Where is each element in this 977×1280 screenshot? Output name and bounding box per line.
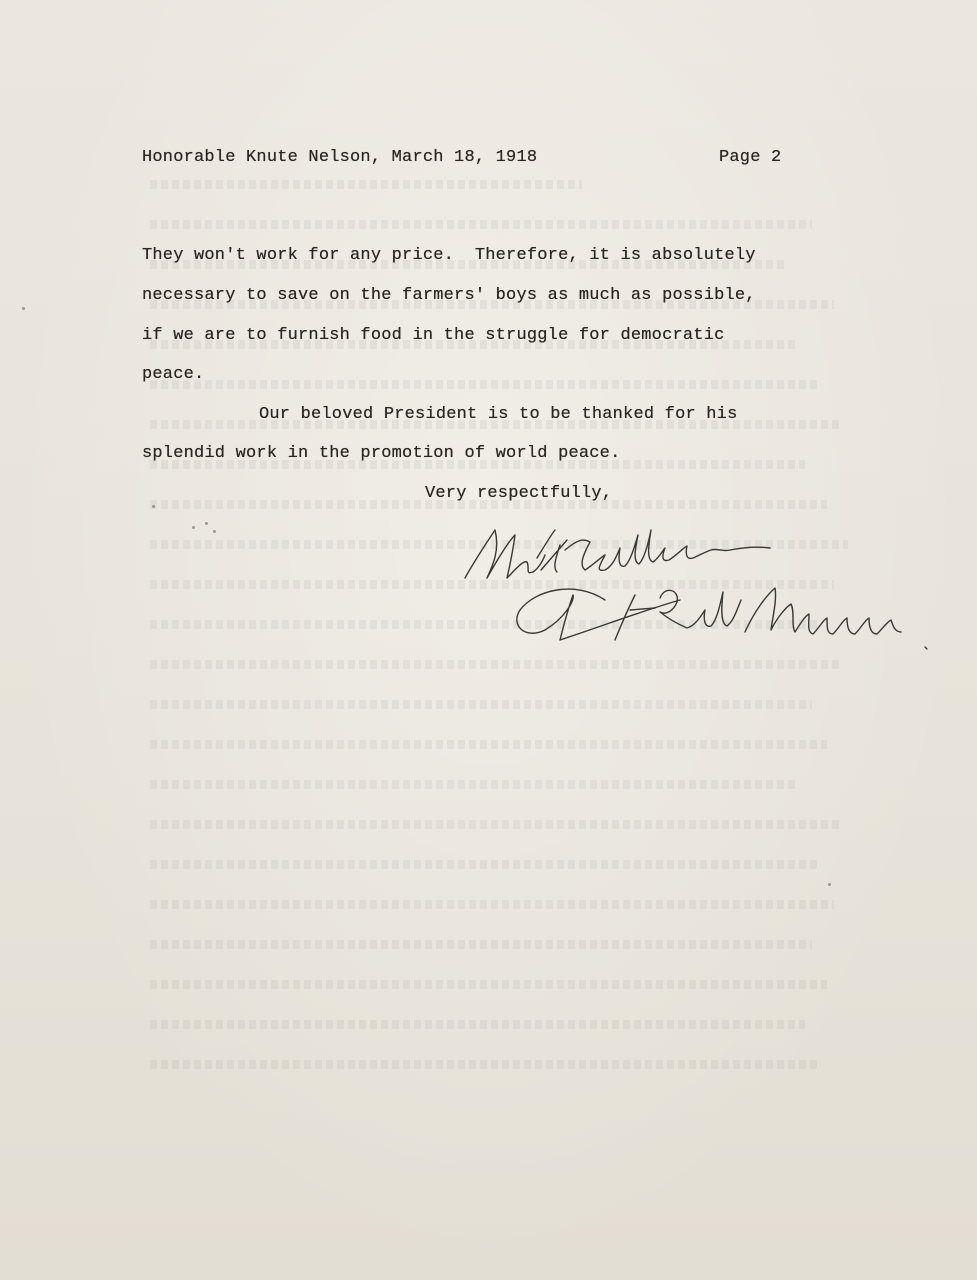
- body-line: peace.: [142, 365, 205, 384]
- page-number: Page 2: [719, 148, 782, 167]
- paper-speck: [205, 522, 208, 525]
- paper-speck: [22, 307, 25, 310]
- complimentary-closing: Very respectfully,: [425, 484, 613, 503]
- paper-speck: [828, 883, 831, 886]
- body-line: They won't work for any price. Therefore, it is absolutely: [142, 246, 756, 265]
- body-line: Our beloved President is to be thanked for his: [259, 405, 738, 424]
- body-line: if we are to furnish food in the struggle for democratic: [142, 326, 725, 345]
- paper-speck: [152, 505, 155, 508]
- paper-speck: [213, 530, 216, 533]
- handwritten-signature: [455, 500, 945, 680]
- body-line: necessary to save on the farmers' boys as much as possible,: [142, 286, 756, 305]
- body-line: splendid work in the promotion of world peace.: [142, 444, 621, 463]
- paper-speck: [192, 526, 195, 529]
- letter-header-addressee-date: Honorable Knute Nelson, March 18, 1918: [142, 148, 538, 167]
